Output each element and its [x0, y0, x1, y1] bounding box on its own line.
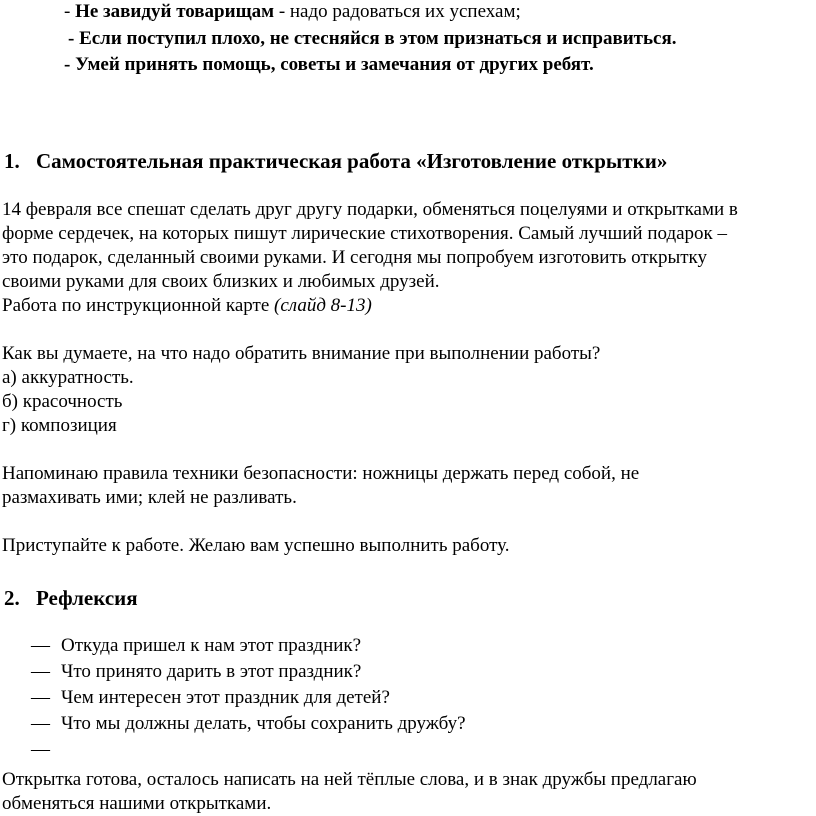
section-1-number: 1. — [4, 149, 20, 173]
dash-marker: — — [31, 687, 50, 708]
work-text: Работа по инструкционной карте — [2, 295, 275, 316]
safety-line-1: Напоминаю правила техники безопасности: ножницы держать перед собой, не — [2, 463, 640, 484]
paragraph-line-1: 14 февраля все спешат сделать друг другу подарки, обменяться поцелуями и открытками в — [2, 199, 738, 220]
dash-marker: — — [31, 739, 50, 760]
paragraph-line-3: это подарок, сделанный своими руками. И сегодня мы попробуем изготовить открытку — [2, 247, 707, 268]
section-1-title: Самостоятельная практическая работа «Изготовление открытки» — [36, 149, 668, 173]
reflection-question-3 — [31, 686, 390, 710]
reflection-question-5 — [31, 738, 61, 762]
rule-line-2: - Если поступил плохо, не стесняйся в этом признаться и исправиться. — [68, 28, 677, 49]
dash-marker: — — [31, 635, 50, 656]
reflection-question-text: Что принято дарить в этот праздник? — [61, 661, 362, 682]
reflection-question-2 — [31, 660, 361, 684]
reflection-question-1 — [31, 634, 361, 658]
reflection-question-text: Откуда пришел к нам этот праздник? — [61, 635, 362, 656]
paragraph-line-2: форме сердечек, на которых пишут лирические стихотворения. Самый лучший подарок – — [2, 223, 728, 244]
dash-marker: — — [31, 661, 50, 682]
rule-1-rest: - надо радоваться их успехам; — [274, 1, 521, 22]
option-b: б) красочность — [2, 391, 123, 412]
safety-line-2: размахивать ими; клей не разливать. — [2, 487, 297, 508]
reflection-question-text: Чем интересен этот праздник для детей? — [61, 687, 390, 708]
paragraph-line-4: своими руками для своих близких и любимых друзей. — [2, 271, 440, 292]
section-1-heading — [4, 148, 667, 174]
option-g: г) композиция — [2, 415, 117, 436]
work-slide-ref: (слайд 8-13) — [274, 295, 372, 316]
dash-marker: — — [31, 713, 50, 734]
section-2-title: Рефлексия — [36, 586, 138, 610]
section-2-heading — [4, 585, 138, 611]
closing-line-1: Открытка готова, осталось написать на ней тёплые слова, и в знак дружбы предлагаю — [2, 769, 697, 790]
section-2-number: 2. — [4, 586, 20, 610]
reflection-question-text: Что мы должны делать, чтобы сохранить дружбу? — [61, 713, 466, 734]
reflection-question-4 — [31, 712, 466, 736]
question-line: Как вы думаете, на что надо обратить внимание при выполнении работы? — [2, 343, 601, 364]
closing-line-2: обменяться нашими открытками. — [2, 793, 272, 814]
option-a: а) аккуратность. — [2, 367, 134, 388]
rule-line-3: - Умей принять помощь, советы и замечания от других ребят. — [64, 54, 594, 75]
rule-line-1: - Не завидуй товарищам - надо радоваться их успехам; — [64, 1, 521, 22]
work-line — [2, 294, 372, 318]
rule-1-bold: Не завидуй товарищам — [75, 1, 275, 22]
start-line: Приступайте к работе. Желаю вам успешно выполнить работу. — [2, 535, 510, 556]
